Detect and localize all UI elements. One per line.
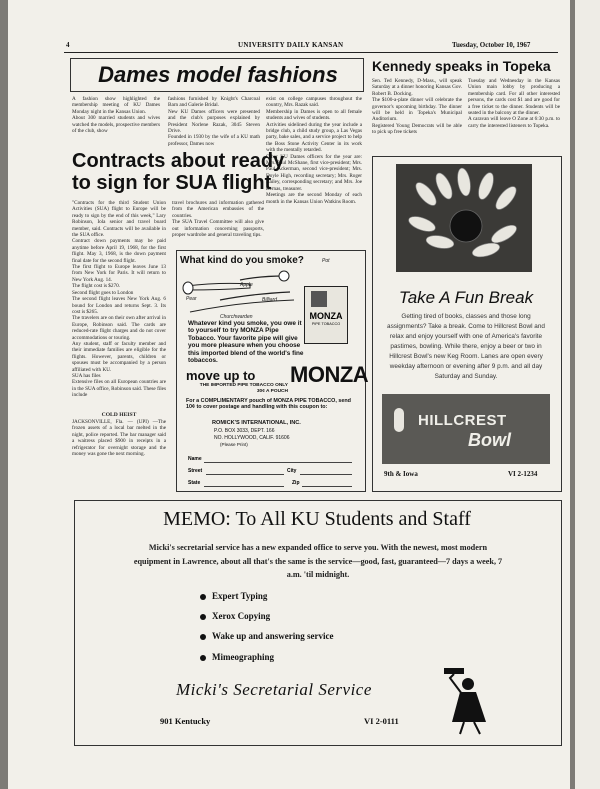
service-item-wakeup: Wake up and answering service xyxy=(200,631,334,641)
service-item-typing: Expert Typing xyxy=(200,591,267,601)
micki-address: 901 Kentucky xyxy=(160,716,211,726)
adjacent-page-edge xyxy=(575,0,600,789)
apple-pipe-icon xyxy=(240,276,284,280)
pipe-label-pot: Pot xyxy=(322,258,330,264)
coupon-city-label: City xyxy=(287,468,297,474)
page-number: 4 xyxy=(66,41,70,49)
monza-address2: NO. HOLLYWOOD, CALIF. 91606 xyxy=(214,435,290,441)
service-item-xerox: Xerox Copying xyxy=(200,611,270,621)
sua-col2: travel brochures and information gathered from the American embassies of the countries. The SUA Travel Committee will also give out information concerning passports, proper wardrobe and general traveling tips. xyxy=(172,200,264,239)
bullet-icon xyxy=(200,655,206,661)
monza-offer: For a COMPLIMENTARY pouch of MONZA PIPE TOBACCO, send 10¢ to cover postage and handling with this coupon to: xyxy=(186,398,351,411)
kennedy-col1: Sen. Ted Kennedy, D-Mass., will speak Saturday at a dinner honoring Kansas Gov. Robert B. Docking. The $100-a-plate dinner will celebrate the governor's upcoming birthday. The dinner will be held in Topeka's Municipal Auditorium. Registered Young Democrats will be able to pick up free tickets xyxy=(372,78,462,136)
monza-address1: P.O. BOX 3033, DEPT. 166 xyxy=(214,428,275,434)
coupon-zip-label: Zip xyxy=(292,480,300,486)
coupon-name-input[interactable] xyxy=(204,462,352,463)
memo-headline: MEMO: To All KU Students and Staff xyxy=(163,508,471,530)
coupon-city-input[interactable] xyxy=(300,474,352,475)
monza-headline: What kind do you smoke? xyxy=(180,255,304,266)
issue-date: Tuesday, October 10, 1967 xyxy=(452,41,531,49)
masthead-rule xyxy=(64,52,558,53)
micki-brand: Micki's Secretarial Service xyxy=(176,680,372,699)
cold-heist-text: JACKSONVILLE, Fla. — (UPI) —The frozen assets of a local bar melted in the night, police reported. The bar manager said a waitress placed $900 in receipts in a refrigerator for overnight storage and the money was gone the next morning. xyxy=(72,419,166,458)
dames-headline: Dames model fashions xyxy=(98,62,338,87)
sua-headline-line1: Contracts about ready xyxy=(72,150,285,172)
hillcrest-logo-word1: HILLCREST xyxy=(418,412,507,429)
pouch-brand: MONZA xyxy=(309,311,343,321)
bullet-icon xyxy=(200,594,206,600)
pipe-label-apple: Apple xyxy=(240,282,253,288)
dames-col1: A fashion show highlighted the membership meeting of KU Dames Monday night in the Kansas Union. About 300 married students and wives watched the models, prospective members of the club, show xyxy=(72,96,161,135)
hillcrest-body: Getting tired of books, classes and those long assignments? Take a break. Come to Hillcrest Bowl and relax and enjoy yourself with one of America's favorite pastimes, bowling. While there, enjoy a beer or two in Hillcrest Bowl's new Keg Room. Lanes are open every weekday afternoon or evening after 9 p.m. and all day Saturday and Sunday. xyxy=(387,313,545,380)
bowling-pins-image xyxy=(396,164,532,272)
pouch-emblem xyxy=(311,291,327,307)
kennedy-headline: Kennedy speaks in Topeka xyxy=(372,58,551,74)
monza-price-note: THE IMPORTED PIPE TOBACCO ONLY 30¢ A POUCH xyxy=(199,383,288,394)
monza-company: ROMICK'S INTERNATIONAL, INC. xyxy=(212,420,301,426)
newspaper-page xyxy=(8,0,570,789)
pipe-illustrations xyxy=(180,266,300,320)
pipe-label-billiard: Billiard xyxy=(262,297,278,303)
hillcrest-phone: VI 2-1234 xyxy=(508,470,538,478)
coupon-street-input[interactable] xyxy=(206,474,284,475)
sua-headline-line2: to sign for SUA flight xyxy=(72,172,272,194)
cold-heist-headline: COLD HEIST xyxy=(101,412,137,418)
pouch-subtitle: PIPE TOBACCO xyxy=(311,322,341,326)
hillcrest-headline: Take A Fun Break xyxy=(398,288,534,307)
monza-logo: MONZA xyxy=(290,362,369,387)
sua-col1: "Contracts for the third Student Union Activities (SUA) flight to Europe will be ready to sign by the end of this week," Lary Robinson, Iola senior and travel board member, said. Contracts will be available in the SUA office. Contract down payments may be paid anytime before April 19, 1968, for the first flight. May 3, 1968, is the down payment final date for the second flight. The first flight to Europe leaves June 13 from New York for Paris. It will return to New York Aug. 14. The flight cost is $270. Second flight goes to London The second flight leaves New York Aug. 6 bound for London and returns Sept. 3. Its cost is $265. The travelers are on their own after arrival in Europe, Robinson said. The cards are reduced-rate flight charges and do not cover accommodations or touring. Any student, staff or faculty member and their immediate families are eligible for the flights. However, parents, children or spouses must be accompanied by a person affiliated with KU. SUA has files Extensive files on all European countries are in the SUA office, Robinson said. These files include xyxy=(72,200,166,399)
coupon-street-label: Street xyxy=(188,468,203,474)
monza-pouch xyxy=(304,286,348,344)
move-up-text: move up to xyxy=(186,368,256,383)
coupon-zip-input[interactable] xyxy=(302,486,352,487)
micki-phone: VI 2-0111 xyxy=(364,716,399,726)
bowling-ball-icon xyxy=(450,210,482,242)
dames-col3: exist on college campuses throughout the country, Mrs. Razak said. Membership in Dames is open to all female students and wives of students. Activities sidelined during the year include a bridge club, a child study group, a Las Vegas party, bake sales, and a service project to help the Boss Stone Activity Center in its work with the mentally retarded. Other KU Dames officers for the year are: Mrs. Paul McShane, first vice-president; Mrs. Paul Ackerman, second vice-president; Mrs. Doyle High, recording secretary; Mrs. Roger Bailey, corresponding secretary; and Mrs. Joe Bernas, treasurer. Meetings are the second Monday of each month in the Kansas Union Watkins Room. xyxy=(266,96,362,205)
memo-body: Micki's secretarial service has a new expanded office to serve you. With the newest, most modern equipment in Lawrence, about all that's the same is the service—good, fast, guaranteed—7 days a week, 7 a.m. 'til midnight. xyxy=(133,543,503,579)
dames-col2: fashions furnished by Knight's Charcoal Barn and Galerie Bridal. New KU Dames officers were presented and the club's purposes explained by President Norlene Razak, 3045 Steven Drive. Founded in 1930 by the wife of a KU math professor, Dames now xyxy=(168,96,260,147)
bullet-icon xyxy=(200,634,206,640)
billiard-pipe-icon xyxy=(220,292,290,300)
bowling-pin-icon xyxy=(394,408,404,432)
kennedy-col2: Tuesday and Wednesday in the Kansas Union main lobby by producing a membership card. For all other interested persons, the cards cost $1 and are good for a free ticket to the dinner. Students will be seated in the balcony at the dinner. A caravan will leave O Zone at 6:30 p.m. to carry the interested listeners to Topeka. xyxy=(468,78,560,129)
hillcrest-address: 9th & Iowa xyxy=(384,470,418,478)
hillcrest-logo xyxy=(382,394,550,464)
paper-name: UNIVERSITY DAILY KANSAN xyxy=(238,41,344,49)
churchwarden-pipe-icon xyxy=(190,300,294,312)
hillcrest-logo-word2: Bowl xyxy=(468,430,511,450)
monza-body: Whatever kind you smoke, you owe it to yourself to try MONZA Pipe Tobacco. Your favorite pipe will give you more pleasure when you choose this imported blend of the world's fine tobaccos. xyxy=(188,320,304,365)
service-item-mimeo: Mimeographing xyxy=(200,652,274,662)
bullet-icon xyxy=(200,614,206,620)
coupon-name-label: Name xyxy=(188,456,202,462)
pipe-label-pear: Pear xyxy=(186,296,197,302)
coupon-state-label: State xyxy=(188,480,201,486)
waitress-figure-icon xyxy=(438,664,498,736)
sua-headline xyxy=(72,150,284,194)
pipe-label-churchwarden: Churchwarden xyxy=(220,314,253,320)
monza-print-note: (Please Print) xyxy=(220,442,248,447)
coupon-state-input[interactable] xyxy=(204,486,284,487)
bowling-photo xyxy=(396,164,532,272)
